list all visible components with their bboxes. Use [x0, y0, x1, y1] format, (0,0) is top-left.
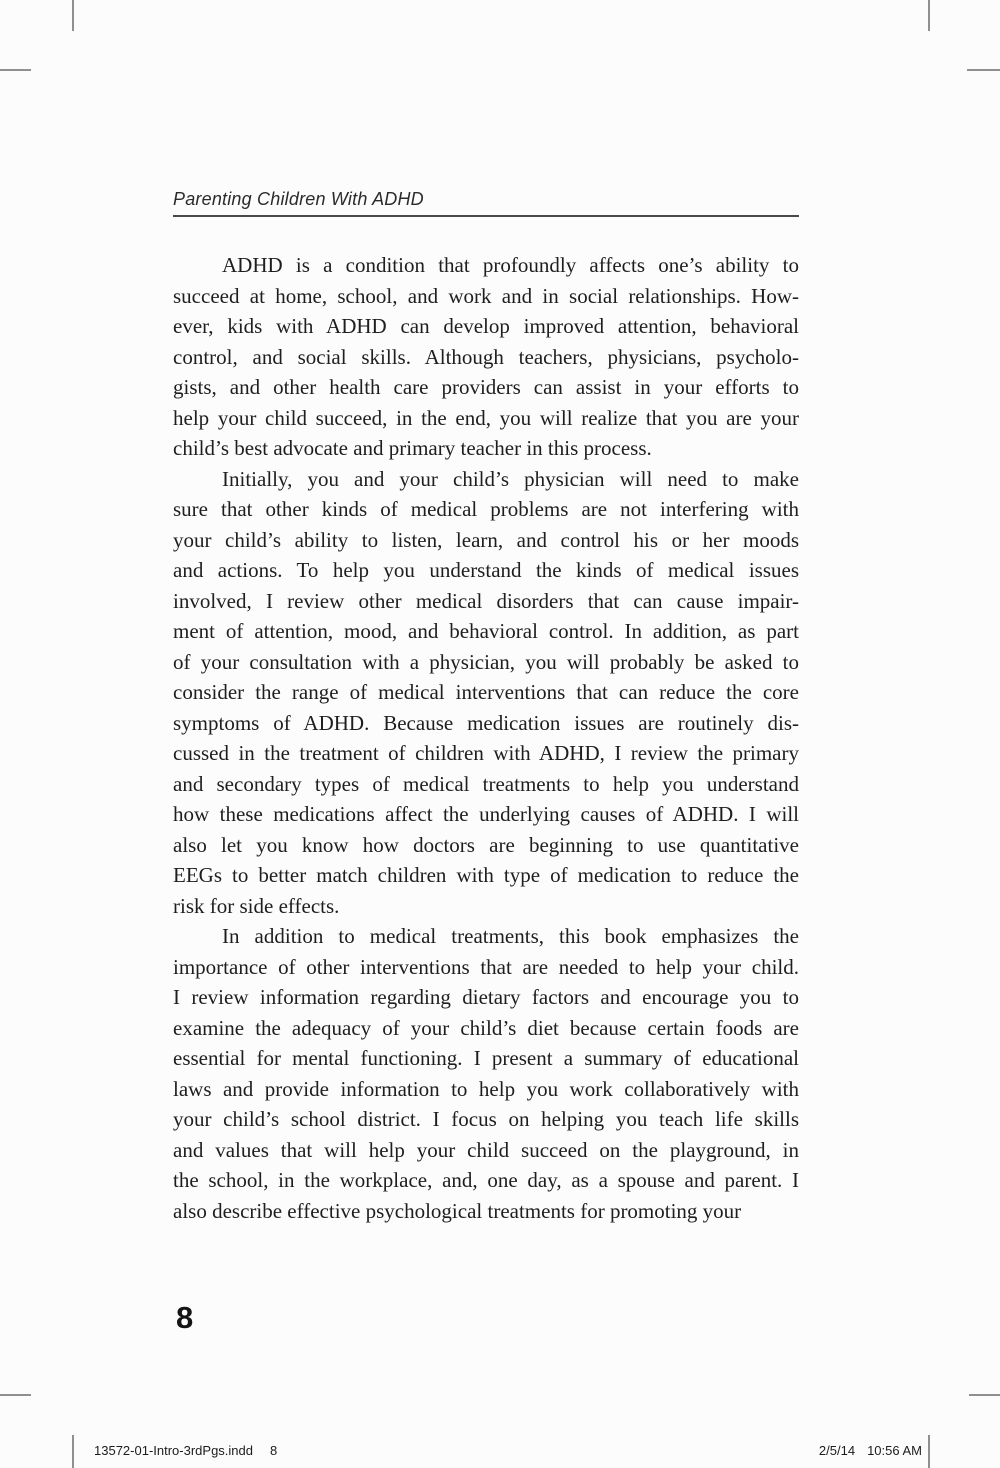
text-line: your child’s school district. I focus on helping you teach life skills [173, 1107, 799, 1131]
text-line: control, and social skills. Although teachers, physicians, psycholo- [173, 344, 799, 369]
crop-mark-bottom-left-horizontal [0, 1394, 31, 1396]
text-line: the school, in the workplace, and, one day, as a spouse and parent. I [173, 1168, 799, 1192]
text-line: importance of other interventions that are needed to help your child. [173, 954, 799, 979]
crop-mark-bottom-right-horizontal [969, 1394, 1000, 1396]
text-line: and secondary types of medical treatments to help you understand [173, 771, 799, 796]
text-line: and values that will help your child succeed on the playground, in [173, 1137, 799, 1162]
slug-line-right [819, 1443, 922, 1459]
crop-mark-top-right-horizontal [967, 69, 1000, 71]
text-line: help your child succeed, in the end, you will realize that you are your [173, 405, 799, 430]
slug-time: 10:56 AM [867, 1443, 922, 1458]
text-line: symptoms of ADHD. Because medication issues are routinely dis- [173, 710, 799, 735]
text-line: also let you know how doctors are beginning to use quantitative [173, 832, 799, 857]
text-line: also describe effective psychological treatments for promoting your [173, 1198, 742, 1223]
crop-mark-top-left-horizontal [0, 69, 31, 71]
text-line: In addition to medical treatments, this book emphasizes the [222, 924, 799, 948]
text-line: of your consultation with a physician, you will probably be asked to [173, 649, 799, 674]
page-number: 8 [176, 1300, 194, 1335]
text-line: I review information regarding dietary factors and encourage you to [173, 985, 799, 1009]
text-line: how these medications affect the underlying causes of ADHD. I will [173, 802, 799, 826]
text-line: ment of attention, mood, and behavioral control. In addition, as part [173, 619, 799, 643]
text-line: laws and provide information to help you work collaboratively with [173, 1076, 799, 1101]
text-line: sure that other kinds of medical problems are not interfering with [173, 497, 799, 521]
slug-file-name: 13572-01-Intro-3rdPgs.indd [94, 1443, 253, 1458]
body-text [173, 250, 799, 1226]
crop-mark-top-left-vertical [72, 0, 74, 31]
running-head-rule [173, 215, 799, 217]
paragraph-2 [173, 464, 799, 922]
text-line: gists, and other health care providers can assist in your efforts to [173, 375, 799, 399]
text-line: essential for mental functioning. I present a summary of educational [173, 1046, 799, 1070]
text-line: ADHD is a condition that profoundly affects one’s ability to [222, 253, 799, 277]
crop-mark-bottom-left-vertical [72, 1435, 74, 1468]
text-line: cussed in the treatment of children with ADHD, I review the primary [173, 741, 799, 765]
crop-mark-bottom-right-vertical [928, 1435, 930, 1468]
text-line: ever, kids with ADHD can develop improved attention, behavioral [173, 314, 799, 338]
text-line: consider the range of medical interventions that can reduce the core [173, 680, 799, 704]
text-line: Initially, you and your child’s physician will need to make [222, 466, 799, 491]
crop-mark-top-right-vertical [928, 0, 930, 31]
text-line: examine the adequacy of your child’s diet because certain foods are [173, 1015, 799, 1040]
text-line: risk for side effects. [173, 893, 340, 918]
text-line: involved, I review other medical disorders that can cause impair- [173, 588, 799, 613]
text-line: your child’s ability to listen, learn, and control his or her moods [173, 527, 799, 552]
text-line: child’s best advocate and primary teacher in this process. [173, 436, 652, 460]
text-line: and actions. To help you understand the kinds of medical issues [173, 558, 799, 582]
text-line: succeed at home, school, and work and in social relationships. How- [173, 283, 799, 308]
slug-page-number: 8 [270, 1443, 278, 1458]
paragraph-1 [173, 250, 799, 464]
text-line: EEGs to better match children with type of medication to reduce the [173, 863, 799, 887]
slug-line-left [94, 1443, 277, 1459]
paragraph-3 [173, 921, 799, 1226]
slug-date: 2/5/14 [818, 1443, 856, 1458]
running-head: Parenting Children With ADHD [173, 189, 424, 209]
